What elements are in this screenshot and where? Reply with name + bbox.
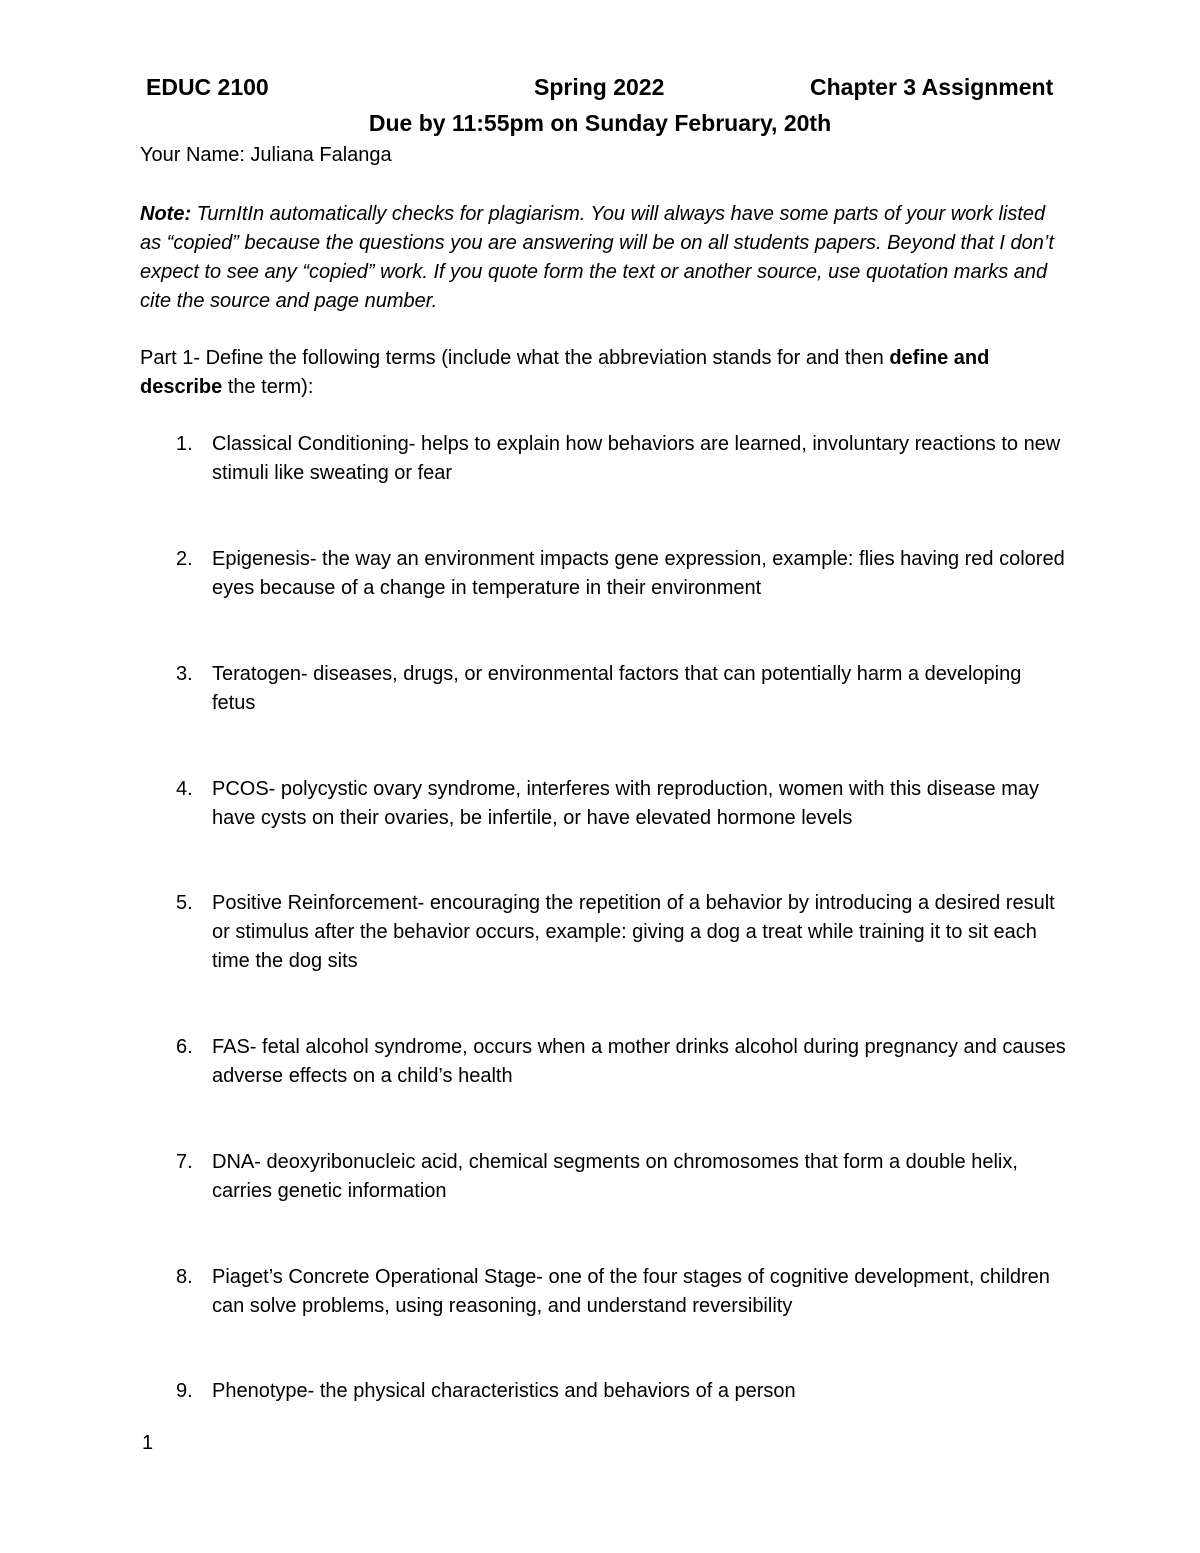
term-definition: Teratogen- diseases, drugs, or environmental factors that can potentially harm a developing fetus xyxy=(212,663,1022,714)
part1-intro-end: the term): xyxy=(222,376,314,398)
item-number: 7. xyxy=(176,1151,193,1173)
term-definition: Phenotype- the physical characteristics and behaviors of a person xyxy=(212,1380,796,1402)
item-number: 4. xyxy=(176,778,193,800)
page-number: 1 xyxy=(142,1432,154,1454)
course-code: EDUC 2100 xyxy=(146,74,269,100)
note-label: Note: xyxy=(140,203,192,225)
semester: Spring 2022 xyxy=(534,74,665,100)
item-number: 3. xyxy=(176,663,193,685)
term-definition: Classical Conditioning- helps to explain how behaviors are learned, involuntary reactions to new stimuli like sweating or fear xyxy=(212,433,1061,484)
assignment-title: Chapter 3 Assignment xyxy=(810,74,1054,100)
part1-intro: Part 1- Define the following terms (include what the abbreviation stands for and then xyxy=(140,347,890,369)
plagiarism-note xyxy=(140,200,1060,316)
item-number: 9. xyxy=(176,1380,193,1402)
term-definition: Positive Reinforcement- encouraging the repetition of a behavior by introducing a desired result or stimulus after the behavior occurs, example: giving a dog a treat while training it to sit each time the dog sits xyxy=(212,892,1055,972)
term-definition: PCOS- polycystic ovary syndrome, interferes with reproduction, women with this disease may have cysts on their ovaries, be infertile, or have elevated hormone levels xyxy=(212,778,1039,829)
part1-emphasis: define and describe xyxy=(140,347,990,398)
item-number: 5. xyxy=(176,892,193,914)
item-number: 1. xyxy=(176,433,193,455)
item-number: 6. xyxy=(176,1036,193,1058)
document-header xyxy=(0,74,1200,106)
item-number: 8. xyxy=(176,1266,193,1288)
term-definition: Epigenesis- the way an environment impacts gene expression, example: flies having red colored eyes because of a change in temperature in their environment xyxy=(212,548,1065,599)
due-date: Due by 11:55pm on Sunday February, 20th xyxy=(368,110,832,136)
item-number: 2. xyxy=(176,548,193,570)
part1-instructions xyxy=(140,344,1060,402)
term-definition: FAS- fetal alcohol syndrome, occurs when a mother drinks alcohol during pregnancy and causes adverse effects on a child’s health xyxy=(212,1036,1066,1087)
student-name: Your Name: Juliana Falanga xyxy=(140,144,392,166)
term-definition: Piaget’s Concrete Operational Stage- one of the four stages of cognitive development, children can solve problems, using reasoning, and understand reversibility xyxy=(212,1266,1050,1317)
note-text: TurnItIn automatically checks for plagiarism. You will always have some parts of your work listed as “copied” because the questions you are answering will be on all students papers. Beyond that I don’t expect to see any “copied” work. If you quote form the text or another source, use quotation marks and cite the source and page number. xyxy=(140,203,1054,312)
term-definition: DNA- deoxyribonucleic acid, chemical segments on chromosomes that form a double helix, carries genetic information xyxy=(212,1151,1018,1202)
